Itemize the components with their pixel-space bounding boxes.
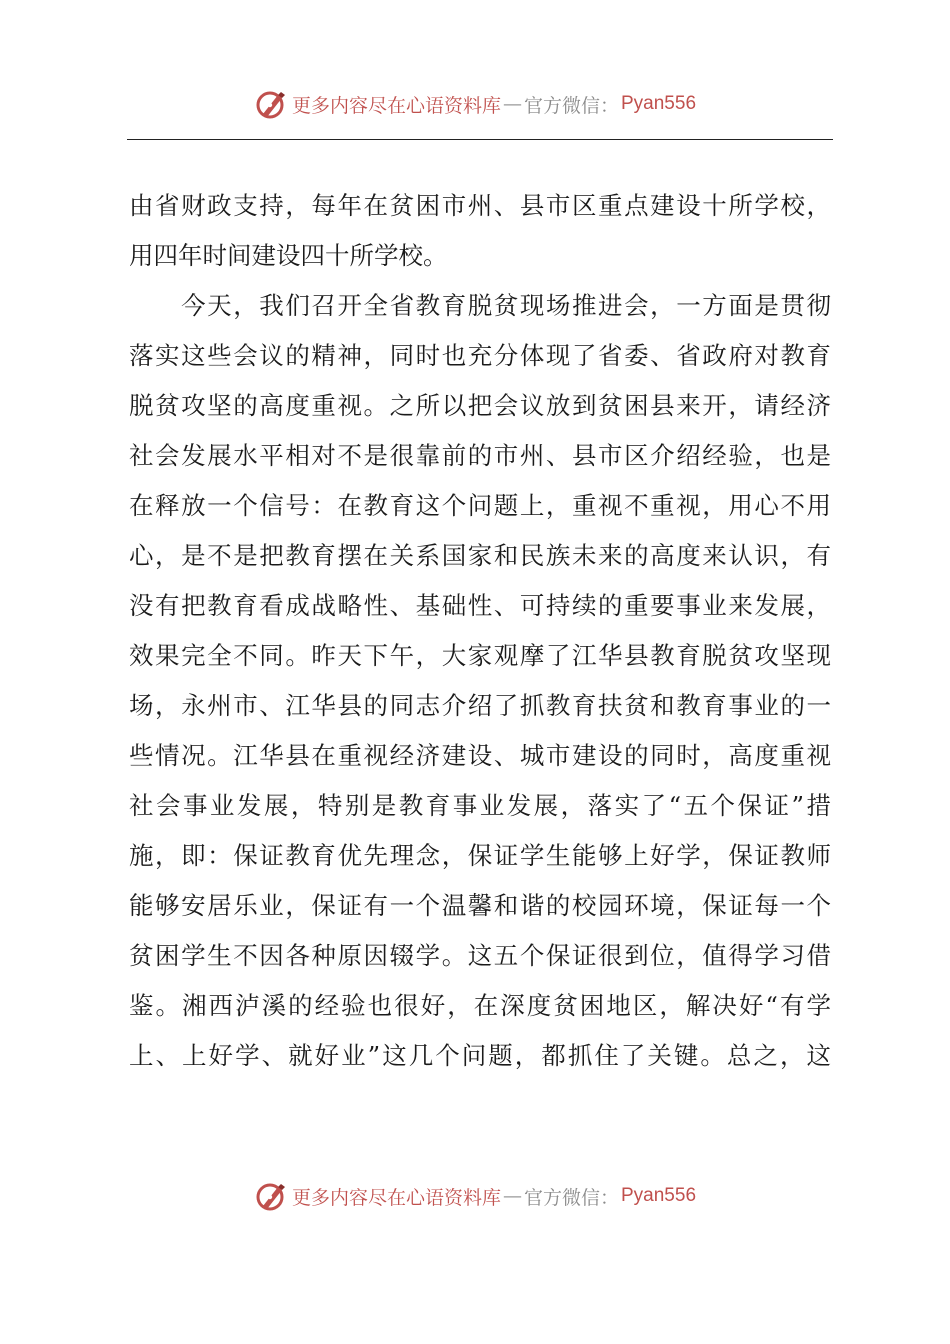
footer-wechat-id: Pyan556 bbox=[621, 1185, 697, 1206]
text-line: 脱贫攻坚的高度重视。之所以把会议放到贫困县来开，请经济 bbox=[129, 391, 831, 420]
pen-logo-icon bbox=[254, 87, 288, 121]
text-line: 用四年时间建设四十所学校。 bbox=[129, 241, 448, 270]
footer-banner bbox=[0, 1176, 950, 1216]
footer-site-name: 更多内容尽在心语资料库 bbox=[291, 1186, 501, 1209]
text-line: 鉴。湘西泸溪的经验也很好，在深度贫困地区，解决好“有学 bbox=[129, 991, 831, 1020]
header-banner-text bbox=[292, 91, 696, 118]
header-banner bbox=[0, 84, 950, 124]
text-line: 落实这些会议的精神，同时也充分体现了省委、省政府对教育 bbox=[129, 341, 831, 370]
header-dash: — bbox=[502, 93, 522, 115]
text-line: 今天，我们召开全省教育脱贫现场推进会，一方面是贯彻 bbox=[129, 291, 831, 320]
header-wechat-id: Pyan556 bbox=[621, 93, 697, 114]
text-line: 上、上好学、就好业”这几个问题，都抓住了关键。总之，这 bbox=[129, 1041, 831, 1070]
header-site-name: 更多内容尽在心语资料库 bbox=[291, 94, 501, 117]
document-body bbox=[129, 181, 831, 1081]
footer-dash: — bbox=[502, 1185, 522, 1207]
pen-logo-icon bbox=[254, 1179, 288, 1213]
text-line: 没有把教育看成战略性、基础性、可持续的重要事业来发展， bbox=[129, 591, 831, 620]
text-line: 在释放一个信号：在教育这个问题上，重视不重视，用心不用 bbox=[129, 491, 831, 520]
text-line: 社会事业发展，特别是教育事业发展，落实了“五个保证”措 bbox=[129, 791, 831, 820]
text-line: 施，即：保证教育优先理念，保证学生能够上好学，保证教师 bbox=[129, 841, 831, 870]
footer-wechat-label: 官方微信： bbox=[523, 1186, 619, 1209]
text-line: 能够安居乐业，保证有一个温馨和谐的校园环境，保证每一个 bbox=[129, 891, 831, 920]
text-line: 些情况。江华县在重视经济建设、城市建设的同时，高度重视 bbox=[129, 741, 831, 770]
text-line: 贫困学生不因各种原因辍学。这五个保证很到位，值得学习借 bbox=[129, 941, 831, 970]
text-line: 效果完全不同。昨天下午，大家观摩了江华县教育脱贫攻坚现 bbox=[129, 641, 831, 670]
footer-banner-text bbox=[292, 1183, 696, 1210]
text-line: 心，是不是把教育摆在关系国家和民族未来的高度来认识，有 bbox=[129, 541, 831, 570]
header-divider bbox=[127, 139, 833, 140]
header-wechat-label: 官方微信： bbox=[523, 94, 619, 117]
text-line: 社会发展水平相对不是很靠前的市州、县市区介绍经验，也是 bbox=[129, 441, 831, 470]
text-line: 场，永州市、江华县的同志介绍了抓教育扶贫和教育事业的一 bbox=[129, 691, 831, 720]
text-line: 由省财政支持，每年在贫困市州、县市区重点建设十所学校， bbox=[129, 191, 831, 220]
